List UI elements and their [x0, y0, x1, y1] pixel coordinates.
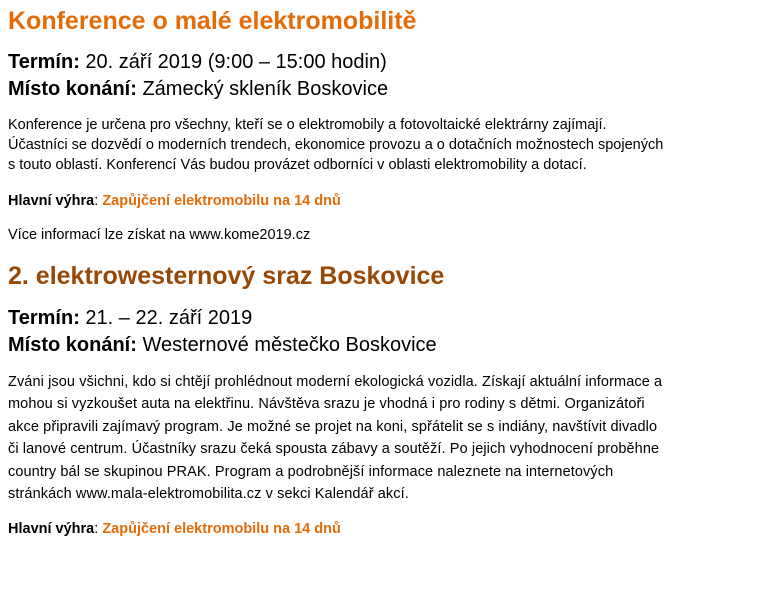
event1-place-label: Místo konání:: [8, 78, 137, 100]
event2-description-line: Zváni jsou všichni, kdo si chtějí prohlédnout moderní ekologická vozidla. Získají aktuální informace a: [8, 374, 663, 390]
event2-description: [8, 371, 756, 505]
event2-description-line: country bál se skupinou PRAK. Program a podrobnější informace naleznete na internetových: [8, 463, 614, 480]
event1-place-value: Zámecký skleník Boskovice: [142, 78, 389, 100]
event1-meta: [8, 49, 756, 103]
event1-description-line: Účastníci se dozvědí o moderních trendech, ekonomice provozu a o dotačních možnostech spojených: [8, 137, 664, 153]
event2-date-value: 21. – 22. září 2019: [85, 307, 253, 329]
event2-meta: [8, 305, 756, 359]
event1-prize-value: Zapůjčení elektromobilu na 14 dnů: [102, 193, 341, 209]
event1-info: Více informací lze získat na www.kome2019.cz: [8, 227, 311, 243]
event1-description-line: Konference je určena pro všechny, kteří se o elektromobily a fotovoltaické elektrárny zajímají.: [8, 117, 607, 133]
event1-prize: [8, 191, 756, 211]
event1-title: Konference o malé elektromobilitě: [8, 7, 417, 35]
event1-prize-label: Hlavní výhra: [8, 193, 95, 209]
event2-place-label: Místo konání:: [8, 334, 137, 356]
event-western-meetup: [8, 261, 756, 539]
event2-prize-value: Zapůjčení elektromobilu na 14 dnů: [102, 521, 341, 538]
event1-description: [8, 115, 756, 175]
event2-place-value: Westernové městečko Boskovice: [142, 334, 437, 356]
event1-place: [8, 76, 756, 103]
event2-date: [8, 305, 756, 332]
event2-description-line: mohou si vyzkoušet auta na elektřinu. Návštěva srazu je vhodná i pro rodiny s dětmi. Organizátoři: [8, 396, 645, 413]
event1-prize-separator: :: [94, 193, 103, 209]
event2-description-line: či lanové centrum. Účastníky srazu čeká spousta zábavy a soutěží. Po jejich vyhodnocení proběhne: [8, 441, 660, 458]
event2-description-line: stránkách www.mala-elektromobilita.cz v sekci Kalendář akcí.: [8, 486, 409, 503]
event2-prize-separator: :: [94, 521, 103, 538]
event1-date: [8, 49, 756, 76]
event2-prize-label: Hlavní výhra: [8, 521, 95, 538]
event-conference: [8, 6, 756, 245]
event2-description-line: akce připravili zajímavý program. Je možné se projet na koni, spřátelit se s indiány, navštívit divadlo: [8, 418, 658, 435]
event2-title: 2. elektrowesternový sraz Boskovice: [8, 262, 445, 290]
event2-date-label: Termín:: [8, 307, 80, 329]
document-page: [8, 0, 756, 539]
event2-prize: [8, 519, 756, 539]
event1-date-label: Termín:: [8, 51, 80, 73]
event1-date-value: 20. září 2019 (9:00 – 15:00 hodin): [85, 51, 387, 73]
event1-description-line: s touto oblastí. Konferencí Vás budou provázet odborníci v oblasti elektromobility a dotací.: [8, 157, 587, 173]
event2-place: [8, 332, 756, 359]
